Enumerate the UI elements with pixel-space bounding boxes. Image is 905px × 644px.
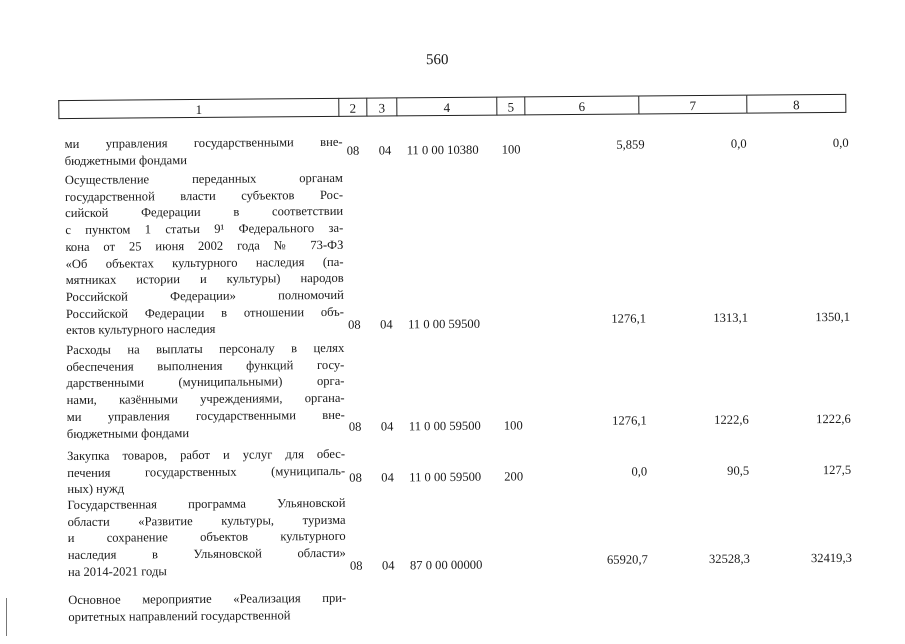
cell-v3: 127,5 bbox=[822, 462, 852, 478]
cell-csr: 11 0 00 59500 bbox=[408, 418, 481, 434]
description-line: дарственными (муниципальными) орга- bbox=[66, 374, 345, 391]
header-col-2: 2 bbox=[338, 98, 366, 117]
cell-v3: 32419,3 bbox=[810, 550, 852, 566]
cell-rz: 08 bbox=[347, 317, 361, 332]
cell-v3: 0,0 bbox=[832, 135, 849, 150]
header-col-6: 6 bbox=[524, 96, 638, 116]
description-line: ми управления государственными вне- bbox=[66, 407, 345, 424]
cell-v1: 5,859 bbox=[616, 137, 645, 152]
description-line: Осуществление переданных органам bbox=[64, 170, 343, 188]
cell-pr: 04 bbox=[381, 470, 394, 485]
cell-pr: 04 bbox=[378, 143, 392, 158]
row-description bbox=[67, 446, 345, 498]
cell-v1: 1276,1 bbox=[612, 413, 647, 428]
description-line: Российской Федерации в отношении объ- bbox=[65, 304, 344, 321]
description-line: нами, казёнными учреждениями, органа- bbox=[66, 390, 345, 408]
description-line: кона от 25 июня 2002 года № 73-ФЗ bbox=[65, 237, 344, 254]
description-line: печения государственных (муниципаль- bbox=[67, 463, 346, 480]
description-line: Российской Федерации» полномочий bbox=[65, 287, 344, 304]
cell-rz: 08 bbox=[348, 419, 362, 434]
header-col-5: 5 bbox=[496, 96, 524, 115]
description-line: оритетных направлений государственной bbox=[68, 607, 291, 624]
cell-v2: 0,0 bbox=[730, 136, 747, 151]
cell-v3: 1222,6 bbox=[816, 411, 851, 427]
cell-pr: 04 bbox=[379, 317, 393, 332]
header-col-4: 4 bbox=[396, 97, 496, 117]
description-line: Основное мероприятие «Реализация при- bbox=[68, 590, 347, 608]
cell-vr: 100 bbox=[501, 142, 521, 157]
description-line: бюджетными фондами bbox=[64, 152, 187, 168]
description-line: ми управления государственными вне- bbox=[64, 134, 343, 152]
header-col-8: 8 bbox=[746, 94, 846, 114]
cell-csr: 11 0 00 10380 bbox=[406, 142, 479, 158]
page-number: 560 bbox=[425, 52, 449, 69]
cell-rz: 08 bbox=[346, 143, 360, 158]
row-description bbox=[65, 134, 343, 170]
description-line: на 2014-2021 годы bbox=[67, 564, 167, 579]
description-line: обеспечения выполнения функций госу- bbox=[66, 357, 345, 374]
row-description bbox=[67, 495, 346, 581]
cell-vr: 200 bbox=[504, 469, 524, 484]
description-line: бюджетными фондами bbox=[66, 425, 190, 441]
row-description bbox=[66, 340, 345, 442]
cell-v3: 1350,1 bbox=[815, 309, 851, 325]
description-line: государственной власти субъектов Рос- bbox=[64, 187, 344, 204]
cell-v1: 1276,1 bbox=[611, 311, 647, 326]
description-line: наследия в Ульяновской области» bbox=[67, 545, 346, 563]
header-col-1: 1 bbox=[58, 98, 338, 119]
row-description bbox=[65, 170, 344, 339]
description-line: «Об объектах культурного наследия (па- bbox=[65, 254, 344, 271]
description-line: ектов культурного наследия bbox=[66, 322, 216, 338]
cell-rz: 08 bbox=[349, 470, 362, 485]
description-line: сийской Федерации в соответствии bbox=[65, 204, 344, 221]
cell-v2: 32528,3 bbox=[708, 551, 750, 566]
cell-vr: 100 bbox=[503, 418, 523, 433]
cell-v2: 90,5 bbox=[727, 463, 750, 478]
row-description bbox=[68, 590, 346, 626]
cell-v2: 1222,6 bbox=[714, 412, 749, 427]
description-line: Закупка товаров, работ и услуг для обес- bbox=[67, 446, 346, 464]
description-line: области «Развитие культуры, туризма bbox=[67, 512, 346, 529]
cell-csr: 11 0 00 59500 bbox=[407, 316, 481, 332]
cell-csr: 87 0 00 00000 bbox=[409, 557, 483, 573]
cell-v1: 65920,7 bbox=[606, 552, 648, 567]
description-line: Расходы на выплаты персоналу в целях bbox=[66, 340, 345, 358]
description-line: Государственная программа Ульяновской bbox=[67, 495, 346, 513]
header-col-3: 3 bbox=[366, 97, 396, 116]
description-line: и сохранение объектов культурного bbox=[67, 529, 346, 546]
scan-edge-mark bbox=[6, 598, 7, 636]
cell-rz: 08 bbox=[349, 558, 363, 573]
description-line: мятниках истории и культуры) народов bbox=[65, 271, 344, 288]
cell-v2: 1313,1 bbox=[713, 310, 749, 325]
header-col-7: 7 bbox=[638, 95, 746, 115]
cell-csr: 11 0 00 59500 bbox=[409, 469, 482, 485]
description-line: с пунктом 1 статьи 9¹ Федерального за- bbox=[65, 220, 344, 238]
cell-pr: 04 bbox=[381, 558, 395, 573]
description-line: ных) нужд bbox=[67, 481, 125, 497]
cell-pr: 04 bbox=[380, 419, 394, 434]
cell-v1: 0,0 bbox=[631, 464, 648, 479]
